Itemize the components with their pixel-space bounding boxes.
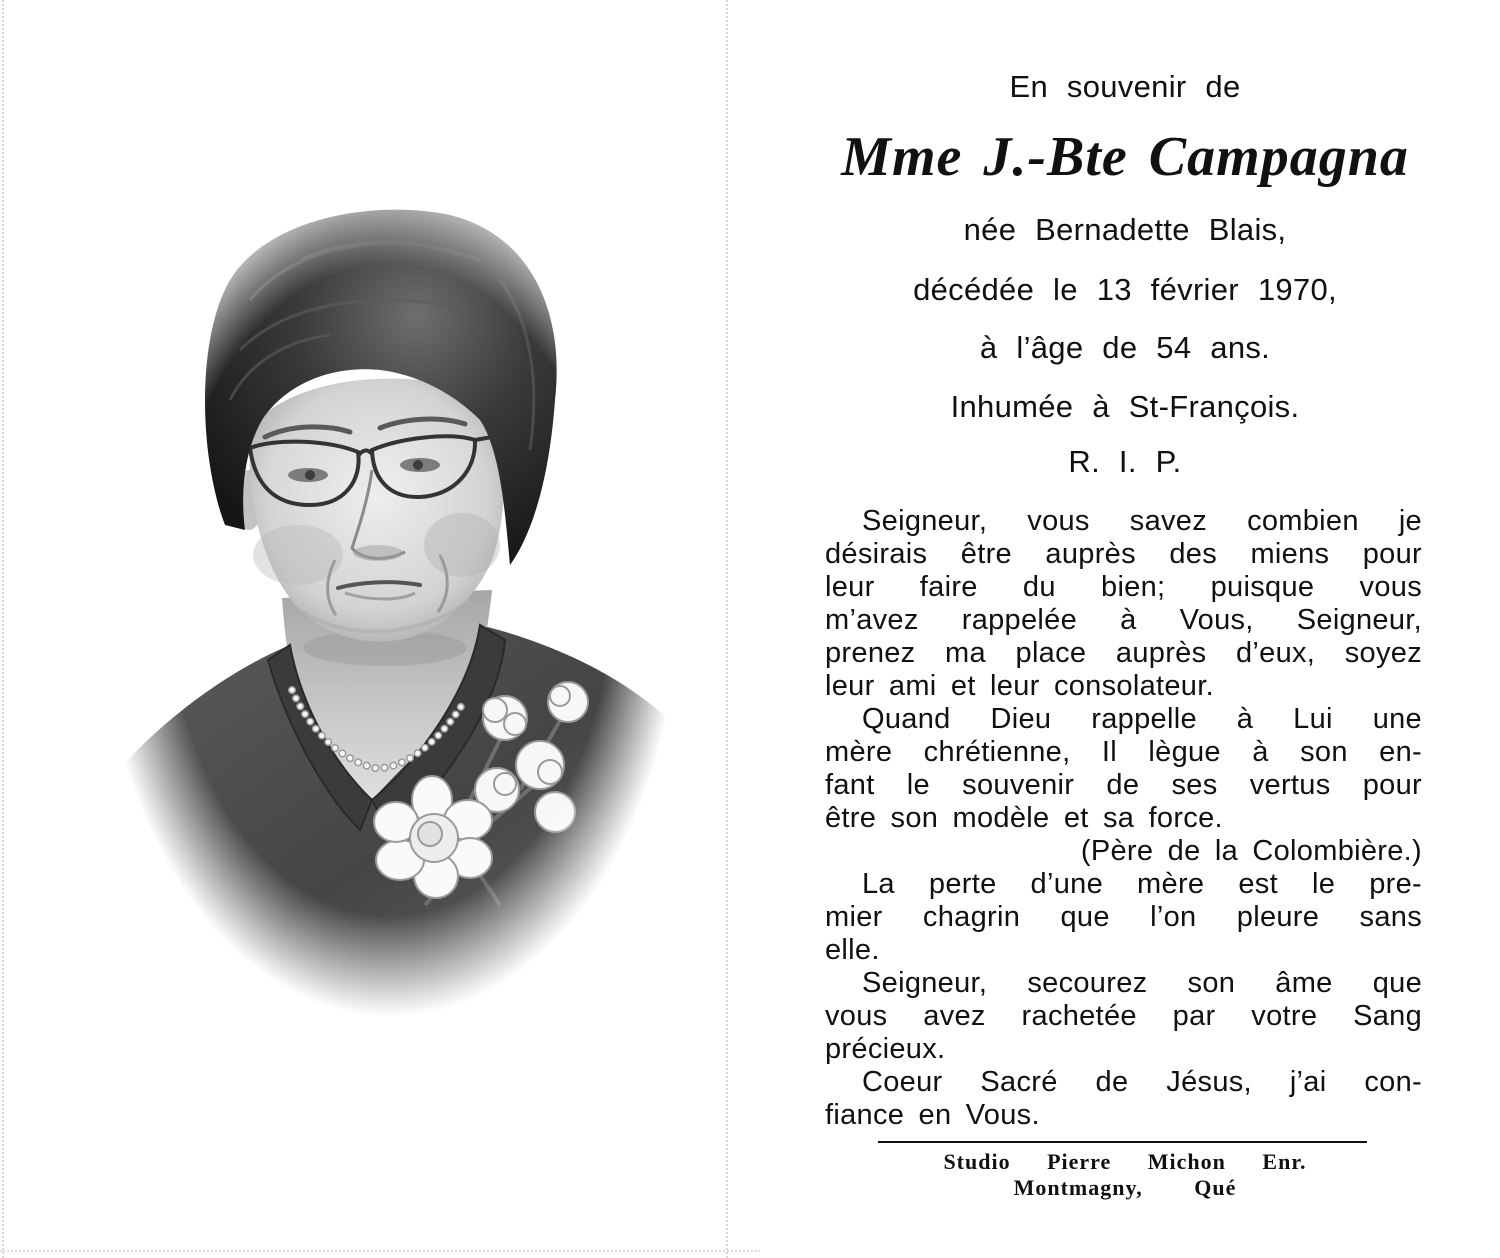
- prayer-line: mère chrétienne, Il lègue à son en-: [825, 736, 1422, 768]
- portrait-photo: [0, 0, 727, 1258]
- studio-name: Studio Pierre Michon Enr.: [943, 1149, 1307, 1174]
- prayer-line: être son modèle et sa force.: [825, 802, 1223, 834]
- prayer-line: Seigneur, secourez son âme que: [862, 967, 1422, 999]
- age-line: à l’âge de 54 ans.: [979, 330, 1271, 365]
- intro-line: En souvenir de: [1009, 69, 1241, 104]
- rip-line: R. I. P.: [1068, 444, 1182, 479]
- footer-rule: [878, 1141, 1367, 1143]
- prayer-line: Coeur Sacré de Jésus, j’ai con-: [862, 1066, 1422, 1098]
- prayer-line: désirais être auprès des miens pour: [825, 538, 1422, 570]
- prayer-line: elle.: [825, 934, 880, 966]
- right-cheek-shade: [424, 513, 500, 577]
- prayer-line: m’avez rappelée à Vous, Seigneur,: [825, 604, 1422, 636]
- maiden-name: née Bernadette Blais,: [963, 212, 1287, 247]
- prayer-line: prenez ma place auprès d’eux, soyez: [825, 637, 1422, 669]
- prayer-text: [825, 505, 1422, 1132]
- deceased-name: Mme J.-Bte Campagna: [841, 126, 1409, 188]
- death-date: décédée le 13 février 1970,: [913, 272, 1337, 307]
- studio-location: Montmagny, Qué: [1013, 1175, 1237, 1200]
- burial-line: Inhumée à St-François.: [950, 389, 1300, 424]
- prayer-line: fant le souvenir de ses vertus pour: [825, 769, 1422, 801]
- prayer-line: mier chagrin que l’on pleure sans: [825, 901, 1422, 933]
- prayer-line: précieux.: [825, 1033, 946, 1065]
- prayer-line: fiance en Vous.: [825, 1099, 1040, 1131]
- prayer-line: La perte d’une mère est le pre-: [862, 868, 1422, 900]
- prayer-line: Quand Dieu rappelle à Lui une: [862, 703, 1422, 735]
- prayer-line: vous avez rachetée par votre Sang: [825, 1000, 1422, 1032]
- prayer-line: Seigneur, vous savez combien je: [862, 505, 1422, 537]
- prayer-line: leur ami et leur consolateur.: [825, 670, 1214, 702]
- quote-attribution: (Père de la Colombière.): [1080, 835, 1422, 867]
- prayer-line: leur faire du bien; puisque vous: [825, 571, 1422, 603]
